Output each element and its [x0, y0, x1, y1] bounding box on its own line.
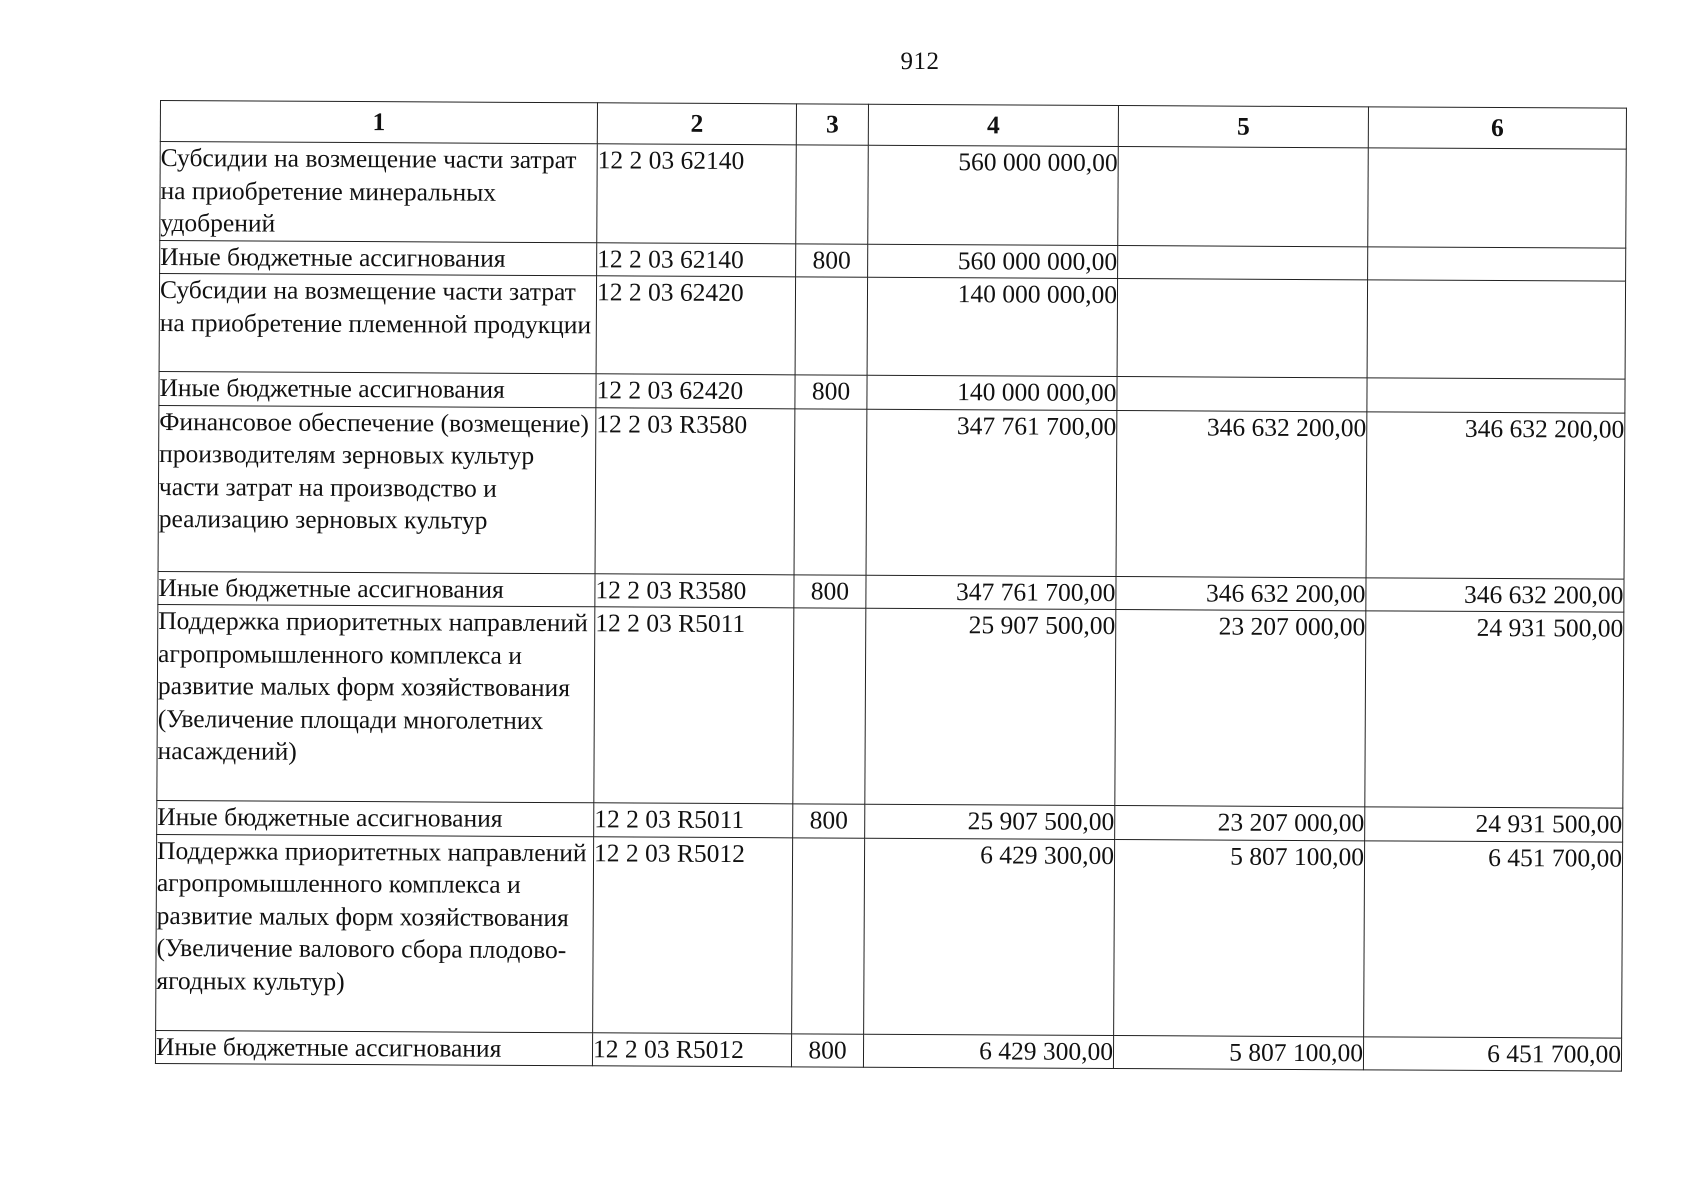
row-value-cell-4: 140 000 000,00 [867, 375, 1117, 410]
row-code-cell: 12 2 03 62420 [596, 276, 796, 375]
row-type-cell: 800 [794, 574, 866, 608]
row-value-cell-5: 346 632 200,00 [1116, 410, 1367, 577]
row-value-cell-5 [1118, 245, 1368, 280]
row-name-cell: Иные бюджетные ассигнования [158, 571, 595, 607]
table-row [158, 405, 1625, 579]
table-row [157, 604, 1624, 808]
table-row [155, 1030, 1621, 1071]
row-value-cell-6: 24 931 500,00 [1365, 807, 1623, 842]
row-name-cell: Поддержка приоритетных направлений агропромышленного комплекса и развитие малых форм хозяйствования (Увеличение валового сбора плодово-ягодных культур) [156, 834, 594, 1032]
row-value-cell-6: 346 632 200,00 [1366, 411, 1625, 578]
row-type-cell [793, 608, 866, 804]
table-row [160, 142, 1626, 248]
row-value-cell-5: 346 632 200,00 [1116, 576, 1366, 611]
row-name-cell: Иные бюджетные ассигнования [155, 1030, 592, 1066]
row-value-cell-5: 5 807 100,00 [1114, 839, 1365, 1036]
row-type-cell [796, 145, 869, 244]
row-value-cell-6: 6 451 700,00 [1364, 840, 1623, 1037]
row-name-cell: Иные бюджетные ассигнования [159, 371, 596, 407]
row-value-cell-4: 140 000 000,00 [867, 277, 1118, 376]
row-code-cell: 12 2 03 62140 [597, 144, 797, 244]
budget-table-wrapper [155, 100, 1627, 1072]
row-code-cell: 12 2 03 R3580 [595, 573, 794, 608]
row-type-cell [795, 277, 868, 375]
row-code-cell: 12 2 03 62420 [596, 374, 795, 409]
row-value-cell-5 [1117, 377, 1367, 412]
row-name-cell: Финансовое обеспечение (возмещение) производителям зерновых культур части затрат на производство и реализацию зерновых культур [158, 405, 596, 573]
row-name-cell: Субсидии на возмещение части затрат на приобретение минеральных удобрений [160, 142, 598, 243]
row-value-cell-6 [1368, 148, 1627, 248]
row-value-cell-4: 347 761 700,00 [866, 575, 1116, 610]
row-name-cell: Иные бюджетные ассигнования [157, 800, 594, 836]
column-header-3: 3 [796, 104, 868, 145]
row-name-cell: Субсидии на возмещение части затрат на приобретение племенной продукции [159, 274, 597, 374]
column-header-4: 4 [868, 104, 1118, 146]
row-value-cell-6 [1367, 378, 1625, 413]
row-value-cell-5: 23 207 000,00 [1115, 806, 1365, 841]
row-name-cell: Иные бюджетные ассигнования [160, 240, 597, 276]
row-value-cell-5: 5 807 100,00 [1113, 1035, 1363, 1070]
row-type-cell: 800 [795, 375, 867, 409]
row-value-cell-4: 560 000 000,00 [868, 244, 1118, 279]
row-value-cell-4: 25 907 500,00 [865, 608, 1116, 805]
table-row [156, 834, 1623, 1038]
row-value-cell-5 [1117, 279, 1368, 378]
column-header-2: 2 [597, 103, 796, 145]
row-type-cell: 800 [791, 1033, 863, 1067]
row-code-cell: 12 2 03 62140 [597, 242, 796, 277]
row-value-cell-5: 23 207 000,00 [1115, 610, 1366, 807]
row-value-cell-4: 560 000 000,00 [868, 145, 1119, 245]
row-value-cell-6: 6 451 700,00 [1363, 1036, 1621, 1071]
row-type-cell: 800 [793, 804, 865, 838]
row-type-cell: 800 [796, 243, 868, 277]
row-type-cell [792, 837, 865, 1033]
table-row [159, 274, 1625, 380]
row-value-cell-4: 347 761 700,00 [866, 409, 1117, 576]
row-code-cell: 12 2 03 R3580 [595, 407, 795, 574]
budget-table [155, 100, 1627, 1072]
row-value-cell-4: 25 907 500,00 [865, 804, 1115, 839]
column-header-6: 6 [1368, 107, 1626, 149]
row-value-cell-6: 346 632 200,00 [1366, 577, 1624, 612]
row-value-cell-6 [1367, 280, 1626, 379]
row-value-cell-6: 24 931 500,00 [1365, 611, 1624, 808]
row-code-cell: 12 2 03 R5011 [594, 607, 794, 804]
row-code-cell: 12 2 03 R5011 [594, 803, 793, 838]
page-number: 912 [900, 48, 940, 75]
column-header-5: 5 [1118, 106, 1368, 148]
row-code-cell: 12 2 03 R5012 [592, 1032, 791, 1067]
row-value-cell-6 [1368, 246, 1626, 281]
row-value-cell-4: 6 429 300,00 [864, 838, 1115, 1035]
row-name-cell: Поддержка приоритетных направлений агропромышленного комплекса и развитие малых форм хозяйствования (Увеличение площади многолетних насаждений) [157, 604, 595, 802]
row-code-cell: 12 2 03 R5012 [593, 836, 793, 1033]
row-value-cell-4: 6 429 300,00 [863, 1034, 1113, 1069]
row-value-cell-5 [1118, 147, 1369, 247]
column-header-1: 1 [160, 101, 597, 144]
row-type-cell [794, 408, 867, 574]
